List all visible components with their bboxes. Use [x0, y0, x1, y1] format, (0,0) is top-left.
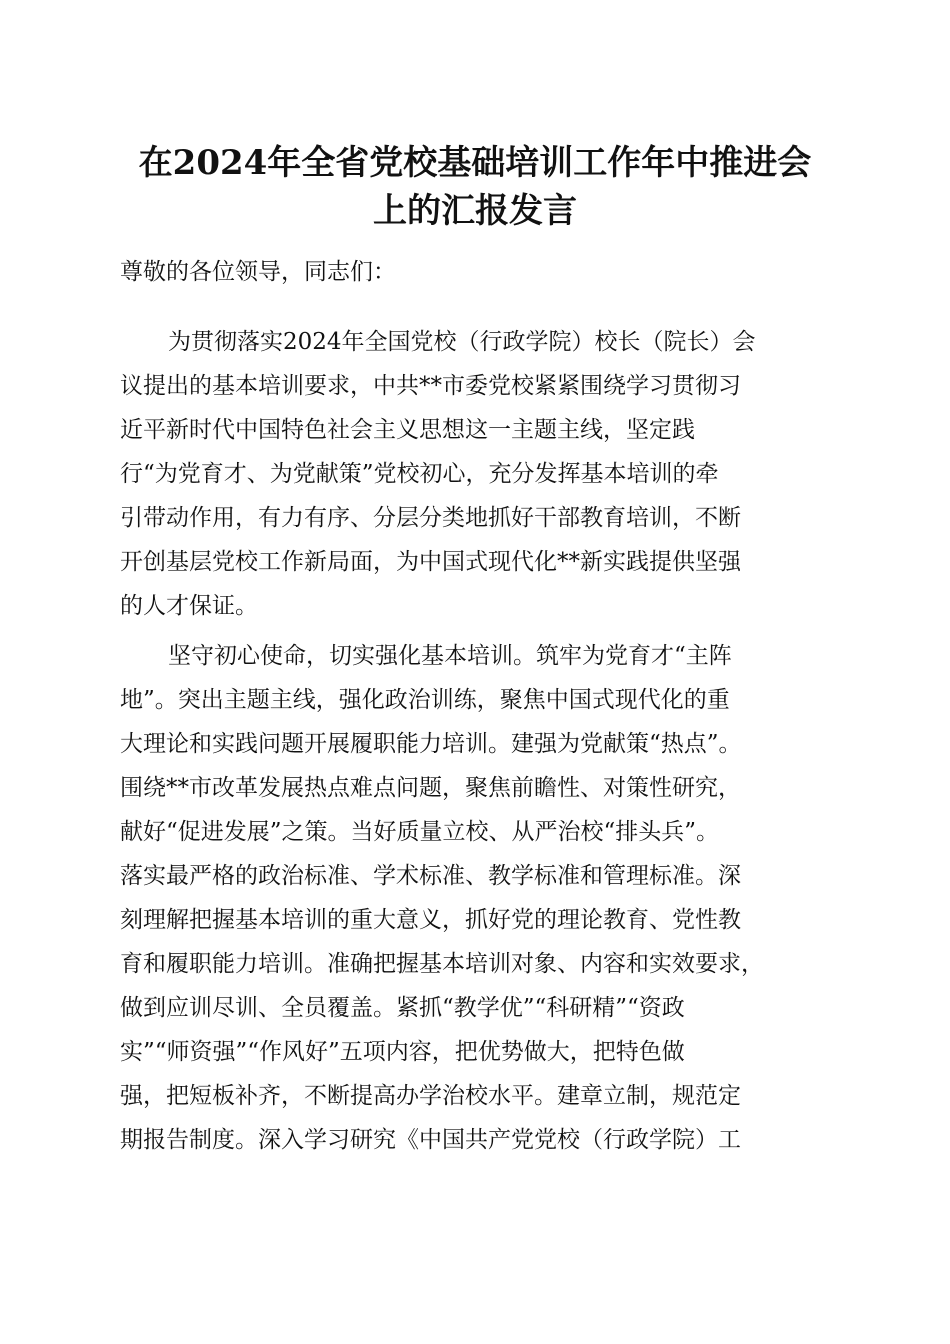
paragraph-1-line: 为贯彻落实2024年全国党校（行政学院）校长（院长）会 [168, 329, 756, 355]
paragraph-2-line: 育和履职能力培训。准确把握基本培训对象、内容和实效要求， [120, 951, 764, 977]
paragraph-2-line: 地”。突出主题主线，强化政治训练，聚焦中国式现代化的重 [120, 687, 730, 713]
paragraph-2-line: 大理论和实践问题开展履职能力培训。建强为党献策“热点”。 [120, 731, 742, 757]
paragraph-2-line: 强，把短板补齐，不断提高办学治校水平。建章立制，规范定 [120, 1083, 741, 1109]
paragraph-1-line: 开创基层党校工作新局面，为中国式现代化**新实践提供坚强 [120, 549, 741, 575]
document-title-line-2: 上的汇报发言 [373, 191, 577, 231]
paragraph-1-line: 引带动作用，有力有序、分层分类地抓好干部教育培训，不断 [120, 505, 741, 531]
salutation: 尊敬的各位领导，同志们： [120, 259, 396, 285]
paragraph-2-line: 围绕**市改革发展热点难点问题，聚焦前瞻性、对策性研究， [120, 775, 741, 801]
paragraph-2-line: 献好“促进发展”之策。当好质量立校、从严治校“排头兵”。 [120, 819, 720, 845]
paragraph-2-line: 刻理解把握基本培训的重大意义，抓好党的理论教育、党性教 [120, 907, 741, 933]
document-title-line-1: 在2024年全省党校基础培训工作年中推进会 [138, 143, 812, 183]
paragraph-1-line: 行“为党育才、为党献策”党校初心，充分发挥基本培训的牵 [120, 461, 719, 487]
paragraph-2-line: 实”“师资强”“作风好”五项内容，把优势做大，把特色做 [120, 1039, 685, 1065]
paragraph-2-line: 做到应训尽训、全员覆盖。紧抓“教学优”“科研精”“资政 [120, 995, 685, 1021]
paragraph-1-line: 议提出的基本培训要求，中共**市委党校紧紧围绕学习贯彻习 [120, 373, 741, 399]
paragraph-2-line: 期报告制度。深入学习研究《中国共产党党校（行政学院）工 [120, 1127, 741, 1153]
paragraph-2-line: 落实最严格的政治标准、学术标准、教学标准和管理标准。深 [120, 863, 741, 889]
paragraph-2-line: 坚守初心使命，切实强化基本培训。筑牢为党育才“主阵 [168, 643, 732, 669]
paragraph-1-line: 近平新时代中国特色社会主义思想这一主题主线，坚定践 [120, 417, 695, 443]
paragraph-1-line: 的人才保证。 [120, 593, 258, 619]
